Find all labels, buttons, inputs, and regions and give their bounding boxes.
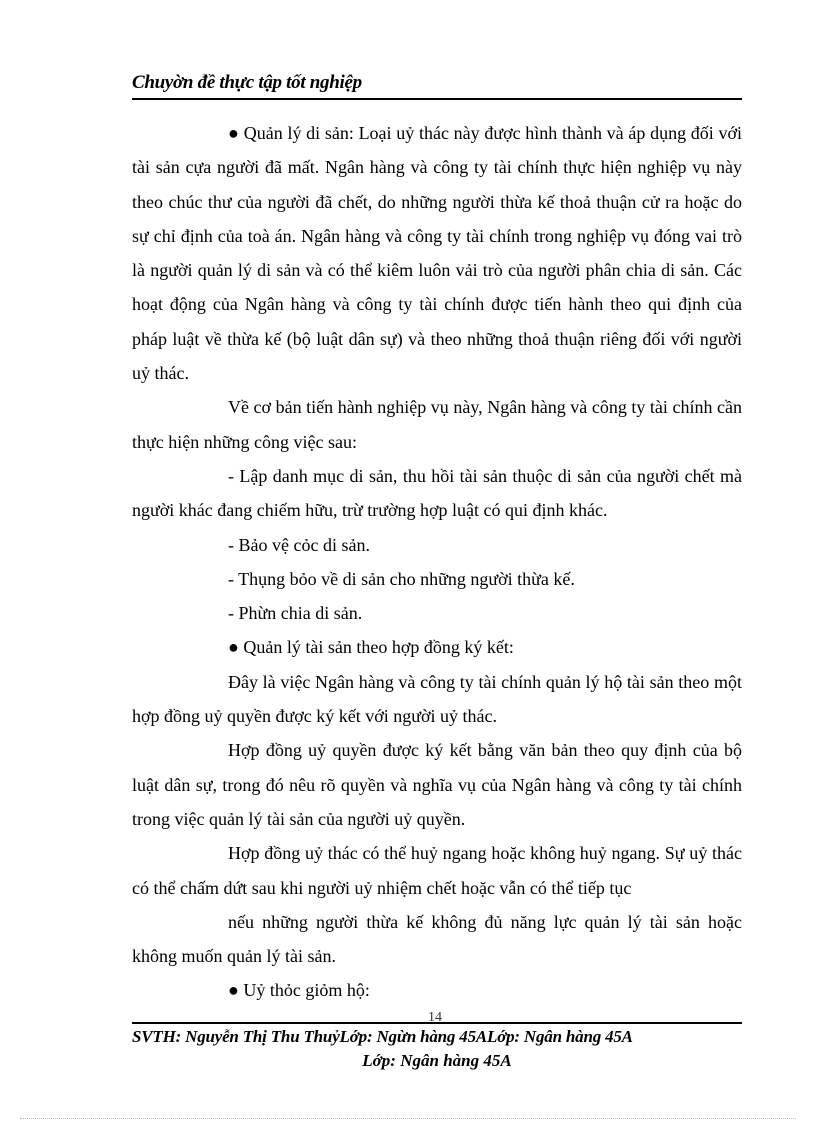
paragraph-contract-form: Hợp đồng uỷ quyền được ký kết bằng văn bản theo quy định của bộ luật dân sự, trong đó nêu rõ quyền và nghĩa vụ của Ngân hàng và công ty tài chính trong việc quản lý tài sản của người uỷ quyền. xyxy=(132,740,742,829)
paragraph-heirs: nếu những người thừa kế không đủ năng lực quản lý tài sản hoặc không muốn quản lý tài sản. xyxy=(132,911,742,967)
list-item-divide: - Phừn chia di sản. xyxy=(228,603,363,624)
document-body xyxy=(132,116,742,1008)
list-item-inventory: - Lập danh mục di sản, thu hồi tài sản thuộc di sản của người chết mà người khác đang chiếm hữu, trừ trường hợp luật có qui định khác. xyxy=(132,465,742,521)
paragraph-contract-definition: Đây là việc Ngân hàng và công ty tài chính quản lý hộ tài sản theo một hợp đồng uỷ quyền được ký kết với người uỷ thác. xyxy=(132,671,742,727)
page-number: 14 xyxy=(428,1010,442,1025)
header-divider xyxy=(132,98,742,100)
footer-class: Lớp: Ngân hàng 45A xyxy=(362,1051,512,1070)
paragraph-basic-tasks: Về cơ bản tiến hành nghiệp vụ này, Ngân hàng và công ty tài chính cần thực hiện những công việc sau: xyxy=(132,397,742,452)
list-item-notify: - Thụng bỏo về di sản cho những người thừa kế. xyxy=(228,568,575,589)
paragraph-guardianship-heading: ● Uỷ thỏc giỏm hộ: xyxy=(228,980,370,1001)
list-item-protect: - Bảo vệ cỏc di sản. xyxy=(228,534,370,555)
paragraph-revocable: Hợp đồng uỷ thác có thể huỷ ngang hoặc không huỷ ngang. Sự uỷ thác có thể chấm dứt sau khi người uỷ nhiệm chết hoặc vẫn có thể tiếp tục xyxy=(132,843,742,898)
paragraph-contract-management-heading: ● Quản lý tài sản theo hợp đồng ký kết: xyxy=(228,637,514,658)
document-header-title: Chuyờn đề thực tập tốt nghiệp xyxy=(132,72,362,93)
page-edge-dotted-line xyxy=(20,1118,796,1119)
paragraph-estate-management: ● Quản lý di sản: Loại uỷ thác này được hình thành và áp dụng đối với tài sản cựa người đã mất. Ngân hàng và công ty tài chính thực hiện nghiệp vụ này theo chúc thư của người đã chết, do những người thừa kế thoả thuận cử ra hoặc do sự chỉ định của toà án. Ngân hàng và công ty tài chính trong nghiệp vụ đóng vai trò là người quản lý di sản và có thể kiêm luôn vải trò của người phân chia di sản. Các hoạt động của Ngân hàng và công ty tài chính được tiến hành theo qui định của pháp luật về thừa kế (bộ luật dân sự) và theo những thoả thuận riêng đối với người uỷ thác. xyxy=(132,123,742,384)
footer-author-class: SVTH: Nguyễn Thị Thu ThuỷLớp: Ngừn hàng 45ALớp: Ngân hàng 45A xyxy=(132,1027,633,1046)
